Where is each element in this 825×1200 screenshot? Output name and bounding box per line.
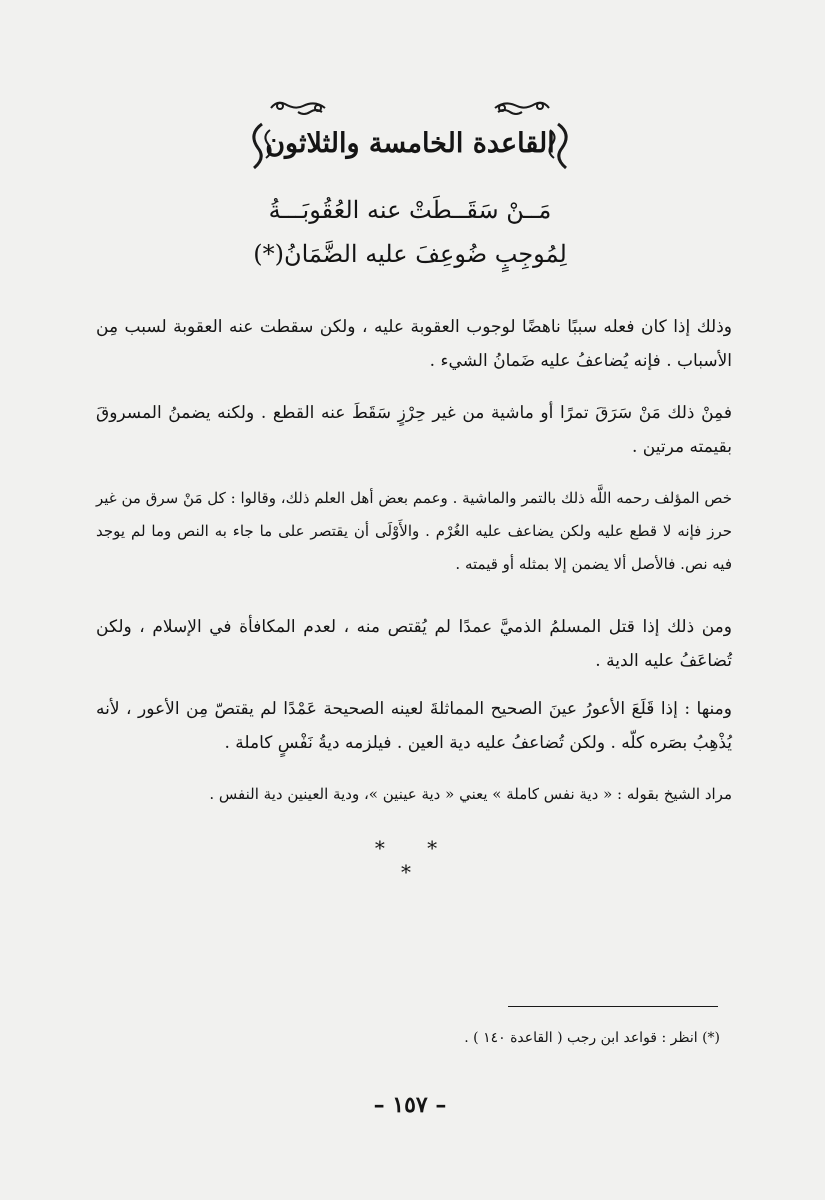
paragraph-2: فمِنْ ذلك مَنْ سَرَقَ تمرًا أو ماشية من غير حِرْزٍ سَقَطَ عنه القطع . ولكنه يضمنُ المسروقَ بقيمته مرتين . [96, 403, 732, 457]
paragraph-4: ومنها : إذا قَلَعَ الأعورُ عينَ الصحيح المماثلةَ لعينه الصحيحة عَمْدًا لم يقتصّ مِن الأعور ، لأنه يُذْهِبُ بصَره كلّه . ولكن تُضاعفُ عليه دية العين . فيلزمه ديةُ نَفْسٍ كاملة . [96, 699, 732, 753]
paragraph-commentary: خص المؤلف رحمه اللَّه ذلك بالتمر والماشية . وعمم بعض أهل العلم ذلك، وقالوا : كل مَنْ سرق من غير حرز فإنه لا قطع عليه ولكن يضاعف عليه الغُرْم . والأَوْلَى أن يقتصر على ما جاء به النص وما لم يوجد فيه نص. فالأصل ألا يضمن إلا بمثله أو قيمته . [96, 489, 732, 573]
page-number: – ١٥٧ – [373, 1092, 447, 1118]
footnote-divider [508, 1006, 718, 1007]
paragraph-1: وذلك إذا كان فعله سببًا ناهضًا لوجوب العقوبة عليه ، ولكن سقطت عنه العقوبة لسبب مِن الأسباب . فإنه يُضاعفُ عليه ضَمانُ الشيء . [96, 317, 732, 371]
rule-subtitle-line-1: مَــنْ سَقَــطَتْ عنه العُقُوبَـــةُ [268, 196, 552, 224]
paragraph-3: ومن ذلك إذا قتل المسلمُ الذميَّ عمدًا لم يُقتص منه ، لعدم المكافأة في الإسلام ، ولكن تُضاعَفُ عليه الدية . [96, 617, 732, 671]
section-separator: * * * [374, 836, 456, 884]
footnote: (*) انظر : قواعد ابن رجب ( القاعدة ١٤٠ ) . [464, 1030, 720, 1046]
paragraph-note: مراد الشيخ بقوله : « دية نفس كاملة » يعني « دية عينين »، ودية العينين دية النفس . [209, 785, 732, 803]
rule-subtitle-line-2: لِمُوجِبٍ ضُوعِفَ عليه الضَّمَانُ(*) [253, 240, 567, 268]
page-title: القاعدة الخامسة والثلاثون [265, 128, 555, 159]
